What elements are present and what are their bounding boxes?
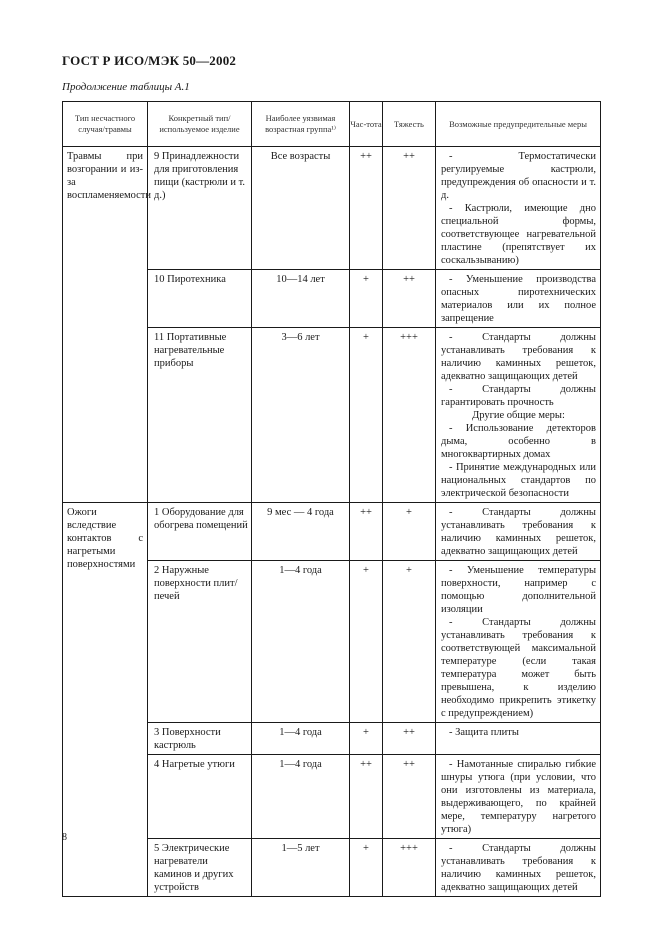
age-group-cell: 9 мес — 4 года — [252, 503, 350, 561]
age-group-cell: 1—5 лет — [252, 839, 350, 897]
frequency-cell: ++ — [350, 755, 383, 839]
column-header-measures: Возможные предупредительные меры — [436, 102, 601, 147]
measure-line: - Принятие международных или национальных стандартов по электрической безопасности — [441, 462, 596, 499]
measure-line: - Стандарты должны устанавливать требования к наличию каминных решеток, адекватно защищающих детей — [441, 507, 596, 557]
measures-cell — [436, 723, 601, 755]
severity-cell: ++ — [383, 270, 436, 328]
age-group-cell: 10—14 лет — [252, 270, 350, 328]
column-header-type: Тип несчастного случая/травмы — [63, 102, 148, 147]
product-cell: 3 Поверхности кастрюль — [148, 723, 252, 755]
product-cell: 5 Электрические нагреватели каминов и других устройств — [148, 839, 252, 897]
severity-cell: ++ — [383, 755, 436, 839]
injury-type-cell: Ожоги вследствие контактов с нагретыми поверхностями — [63, 503, 148, 897]
measures-cell — [436, 839, 601, 897]
measures-cell — [436, 561, 601, 723]
measures-cell — [436, 147, 601, 270]
age-group-cell: 1—4 года — [252, 755, 350, 839]
frequency-cell: + — [350, 328, 383, 503]
hazard-table — [62, 101, 601, 897]
measures-cell — [436, 328, 601, 503]
product-cell: 1 Оборудование для обогрева помещений — [148, 503, 252, 561]
product-cell: 9 Принадлежности для приготовления пищи (кастрюли и т. д.) — [148, 147, 252, 270]
product-cell: 4 Нагретые утюги — [148, 755, 252, 839]
injury-type-cell: Травмы при возгорании и из-за воспламеняемости — [63, 147, 148, 503]
measures-cell — [436, 270, 601, 328]
page-number: 8 — [62, 832, 67, 843]
measure-line: - Кастрюли, имеющие дно специальной формы, соответствующее нагревательной пластине (препятствует их соскальзыванию) — [441, 203, 596, 266]
measure-line: Другие общие меры: — [472, 410, 565, 421]
table-header-row — [63, 102, 601, 147]
severity-cell: ++ — [383, 723, 436, 755]
table-row — [63, 147, 601, 270]
age-group-cell: 1—4 года — [252, 723, 350, 755]
severity-cell: + — [383, 503, 436, 561]
column-header-age: Наиболее уязвимая возрастная группа¹⁾ — [252, 102, 350, 147]
measure-line: - Намотанные спиралью гибкие шнуры утюга (при условии, что они изготовлены из материала, выдерживающего, по крайней мере, температуру нагретого утюга) — [441, 759, 596, 835]
measure-line: - Уменьшение температуры поверхности, например с помощью дополнительной изоляции — [441, 565, 596, 615]
severity-cell: +++ — [383, 328, 436, 503]
measure-line: - Уменьшение производства опасных пиротехнических материалов или их полное запрещение — [441, 274, 596, 324]
measure-line: - Стандарты должны устанавливать требования к соответствующей максимальной температуре (если такая температура может быть превышена, к изделию необходимо прикрепить этикетку с предупреждением) — [441, 617, 596, 719]
table-caption: Продолжение таблицы А.1 — [62, 81, 190, 93]
age-group-cell: 1—4 года — [252, 561, 350, 723]
column-header-frequency: Час-тота — [350, 102, 383, 147]
measure-line: - Термостатически регулируемые кастрюли, предупреждения об опасности и т. д. — [441, 151, 596, 201]
frequency-cell: + — [350, 270, 383, 328]
age-group-cell: Все возрасты — [252, 147, 350, 270]
document-header: ГОСТ Р ИСО/МЭК 50—2002 — [62, 53, 237, 68]
measures-cell — [436, 755, 601, 839]
frequency-cell: + — [350, 723, 383, 755]
frequency-cell: ++ — [350, 503, 383, 561]
measure-line: - Стандарты должны устанавливать требования к наличию каминных решеток, адекватно защищающих детей — [441, 843, 596, 893]
frequency-cell: + — [350, 839, 383, 897]
measures-cell — [436, 503, 601, 561]
product-cell: 11 Портативные нагревательные приборы — [148, 328, 252, 503]
product-cell: 2 Наружные поверхности плит/печей — [148, 561, 252, 723]
column-header-severity: Тяжесть — [383, 102, 436, 147]
frequency-cell: ++ — [350, 147, 383, 270]
measure-line: - Стандарты должны гарантировать прочность — [441, 384, 596, 408]
measure-line: - Стандарты должны устанавливать требования к наличию каминных решеток, адекватно защищающих детей — [441, 332, 596, 382]
severity-cell: ++ — [383, 147, 436, 270]
column-header-product: Конкретный тип/используемое изделие — [148, 102, 252, 147]
product-cell: 10 Пиротехника — [148, 270, 252, 328]
table-row — [63, 503, 601, 561]
frequency-cell: + — [350, 561, 383, 723]
severity-cell: +++ — [383, 839, 436, 897]
measure-line: - Защита плиты — [449, 727, 519, 738]
age-group-cell: 3—6 лет — [252, 328, 350, 503]
severity-cell: + — [383, 561, 436, 723]
measure-line: - Использование детекторов дыма, особенно в многоквартирных домах — [441, 423, 596, 460]
